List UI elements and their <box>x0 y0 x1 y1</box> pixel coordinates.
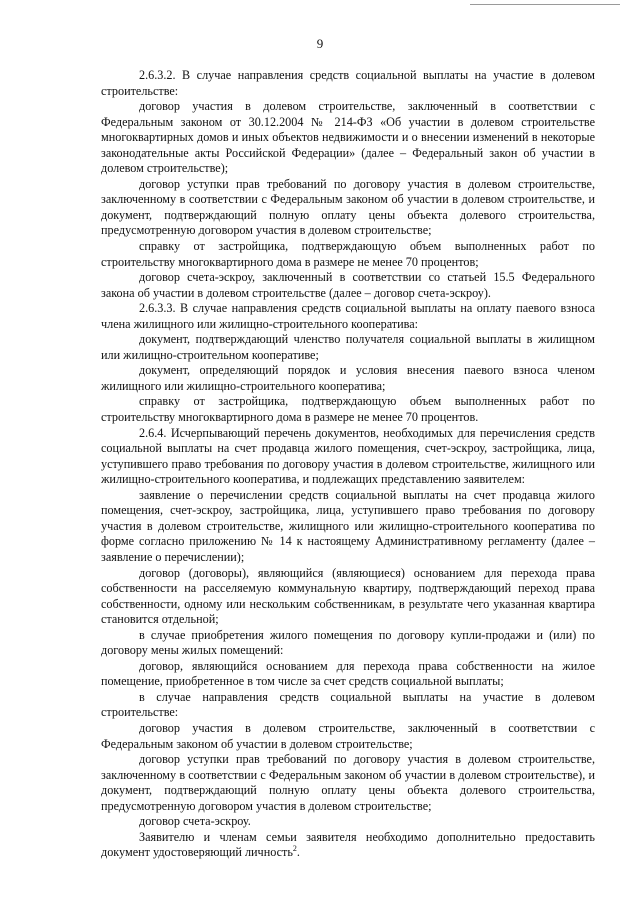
paragraph: договор счета-эскроу, заключенный в соответствии со статьей 15.5 Федерального закона об участии в долевом строительстве (далее – договор счета-эскроу). <box>101 270 595 300</box>
paragraph-2-6-3-3: 2.6.3.3. В случае направления средств социальной выплаты на оплату паевого взноса члена жилищного или жилищно-строительного кооператива: <box>101 301 595 331</box>
final-paragraph-text: Заявителю и членам семьи заявителя необходимо дополнительно предоставить документ удостоверяющий личность <box>101 829 595 860</box>
paragraph: договор счета-эскроу. <box>139 814 251 829</box>
document-body <box>101 68 595 861</box>
footnote-mark: 2 <box>292 844 297 854</box>
final-paragraph-end: . <box>296 845 300 860</box>
paragraph: документ, подтверждающий членство получателя социальной выплаты в жилищном или жилищно-строительном кооперативе; <box>101 332 595 362</box>
paragraph-2-6-4: 2.6.4. Исчерпывающий перечень документов, необходимых для перечисления средств социальной выплаты на счет продавца жилого помещения, счет-эскроу, застройщика, лица, уступившего право требования по договору участия в долевом строительстве, жилищного или жилищно-строительного кооператива, и подлежащих представлению заявителем: <box>101 425 595 487</box>
paragraph: договор уступки прав требований по договору участия в долевом строительстве, заключенному в соответствии с Федеральным законом об участии в долевом строительстве, и документ, подтверждающий полную оплату цены объекта долевого строительства, предусмотренную договором участия в долевом строительстве; <box>101 176 595 238</box>
paragraph: справку от застройщика, подтверждающую объем выполненных работ по строительству многоквартирного дома в размере не менее 70 процентов; <box>101 239 595 269</box>
top-rule <box>470 4 620 5</box>
paragraph: документ, определяющий порядок и условия внесения паевого взноса членом жилищного или жилищно-строительного кооператива; <box>101 363 595 393</box>
paragraph-2-6-3-2: 2.6.3.2. В случае направления средств социальной выплаты на участие в долевом строительстве: <box>101 68 595 98</box>
paragraph: в случае направления средств социальной выплаты на участие в долевом строительстве: <box>101 689 595 720</box>
paragraph: договор участия в долевом строительстве, заключенный в соответствии с Федеральным законом от 30.12.2004 № 214-ФЗ «Об участии в долевом строительстве многоквартирных домов и иных объектов недвижимости и о внесении изменений в некоторые законодательные акты Российской Федерации» (далее – Федеральный закон об участии в долевом строительстве); <box>101 99 595 176</box>
paragraph: справку от застройщика, подтверждающую объем выполненных работ по строительству многоквартирного дома в размере не менее 70 процентов. <box>101 394 595 425</box>
paragraph: в случае приобретения жилого помещения по договору купли-продажи и (или) по договору мены жилых помещений: <box>101 627 595 658</box>
paragraph: договор уступки прав требований по договору участия в долевом строительстве, заключенному в соответствии с Федеральным законом об участии в долевом строительстве), и документ, подтверждающий полную оплату цены объекта долевого строительства, предусмотренную договором участия в долевом строительстве; <box>101 752 595 813</box>
final-paragraph <box>101 830 595 861</box>
paragraph: договор, являющийся основанием для перехода права собственности на жилое помещение, приобретенное в том числе за счет средств социальной выплаты; <box>101 658 595 689</box>
paragraph: договор (договоры), являющийся (являющиеся) основанием для перехода права собственности на расселяемую коммунальную квартиру, подтверждающий переход права собственности, одному или нескольким собственникам, в результате чего указанная квартира становится отдельной; <box>101 565 595 627</box>
paragraph: договор участия в долевом строительстве, заключенный в соответствии с Федеральным законом об участии в долевом строительстве; <box>101 720 595 751</box>
page-number: 9 <box>316 36 324 51</box>
paragraph: заявление о перечислении средств социальной выплаты на счет продавца жилого помещения, счет-эскроу, застройщика, лица, уступившего право требования по договору участия в долевом строительстве, жилищного или жилищно-строительного кооператива по форме согласно приложению № 14 к настоящему Административному регламенту (далее – заявление о перечислении); <box>101 487 595 564</box>
